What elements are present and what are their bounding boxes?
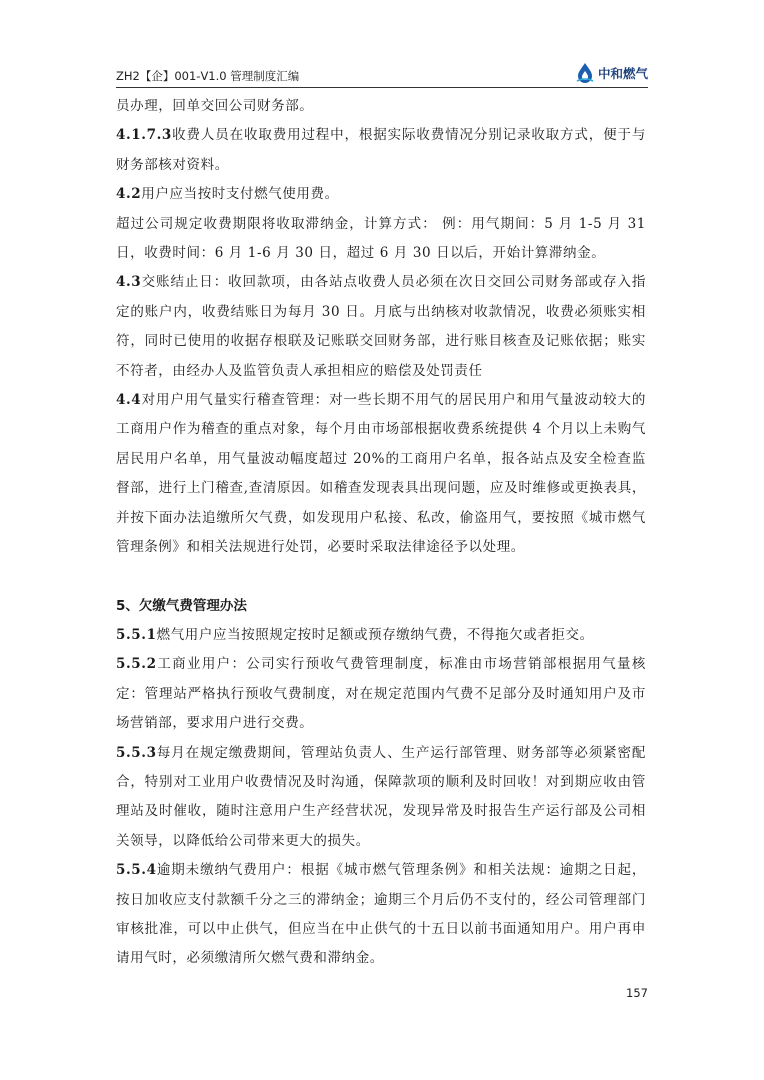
clause-number: 5.5.3 — [116, 744, 157, 761]
paragraph-text: 收费人员在收取费用过程中，根据实际收费情况分别记录收取方式，便于与财务部核对资料。 — [116, 127, 646, 173]
paragraph — [116, 650, 646, 738]
paragraph — [116, 268, 646, 386]
paragraph-text: 超过公司规定收费期限将收取滞纳金，计算方式： 例：用气期间：5 月 1-5 月 31 日，收费时间：6 月 1-6 月 30 日，超过 6 月 30 日以后，开始计算滞纳金。 — [116, 215, 646, 262]
document-body — [116, 92, 646, 974]
clause-number: 5.5.2 — [116, 656, 157, 673]
header-title: ZH2【企】001-V1.0 管理制度汇编 — [116, 69, 300, 83]
paragraph-text: 对用户用气量实行稽查管理：对一些长期不用气的居民用户和用气量波动较大的工商用户作为稽查的重点对象，每个月由市场部根据收费系统提供 4 个月以上未购气居民用户名单，用气量波动幅度超过 20%的工商用户名单，报各站点及安全检查监督部，进行上门稽查,查清原因。如稽查发现表具出现问题，应及时维修或更换表具，并按下面办法追缴所欠气费，如发现用户私接、私改，偷盗用气，要按照《城市燃气管理条例》和相关法规进行处罚，必要时采取法律途径予以处理。 — [116, 392, 646, 556]
paragraph — [116, 92, 646, 121]
clause-number: 4.1.7.3 — [116, 127, 172, 144]
clause-number: 4.4 — [116, 392, 142, 409]
clause-number: 5.5.1 — [116, 626, 157, 643]
paragraph — [116, 739, 646, 857]
paragraph — [116, 856, 646, 974]
paragraph — [116, 121, 646, 180]
paragraph-text: 每月在规定缴费期间，管理站负责人、生产运行部管理、财务部等必须紧密配合，特别对工业用户收费情况及时沟通，保障款项的顺利及时回收！对到期应收由管理站及时催收，随时注意用户生产经营状况，发现异常及时报告生产运行部及公司相关领导，以降低给公司带来更大的损失。 — [116, 744, 646, 849]
paragraph-text: 员办理，回单交回公司财务部。 — [116, 98, 314, 114]
paragraph — [116, 180, 646, 209]
paragraph — [116, 621, 646, 650]
paragraph — [116, 386, 646, 562]
paragraph-text: 交账结止日：收回款项，由各站点收费人员必须在次日交回公司财务部或存入指定的账户内，收费结账日为每月 30 日。月底与出纳核对收款情况，收费必须账实相符，同时已使用的收据存根联及记账联交回财务部，进行账目核查及记账依据；账实不符者，由经办人及监管负责人承担相应的赔偿及处罚责任 — [116, 274, 646, 379]
page-header — [116, 58, 648, 88]
paragraph-text: 逾期未缴纳气费用户：根据《城市燃气管理条例》和相关法规：逾期之日起，按日加收应支付款额千分之三的滞纳金；逾期三个月后仍不支付的，经公司管理部门审核批准，可以中止供气，但应当在中止供气的十五日以前书面通知用户。用户再申请用气时，必须缴清所欠燃气费和滞纳金。 — [116, 862, 646, 967]
header-divider — [116, 87, 648, 88]
paragraph-text: 用户应当按时支付燃气使用费。 — [141, 186, 339, 203]
company-logo — [575, 62, 648, 84]
paragraph-text: 工商业用户：公司实行预收气费管理制度，标准由市场营销部根据用气量核定：管理站严格执行预收气费制度，对在规定范围内气费不足部分及时通知用户及市场营销部，要求用户进行交费。 — [116, 656, 646, 732]
clause-number: 5.5.4 — [116, 862, 157, 879]
paragraph-text: 燃气用户应当按照规定按时足额或预存缴纳气费，不得拖欠或者拒交。 — [156, 626, 594, 643]
clause-number: 4.3 — [116, 274, 142, 291]
flame-drop-icon — [575, 62, 595, 84]
spacer — [116, 563, 646, 592]
clause-number: 4.2 — [116, 186, 142, 203]
section-heading: 5、欠缴气费管理办法 — [116, 597, 247, 614]
page-number: 157 — [626, 986, 648, 1000]
paragraph — [116, 210, 646, 269]
logo-text: 中和燃气 — [597, 66, 648, 81]
